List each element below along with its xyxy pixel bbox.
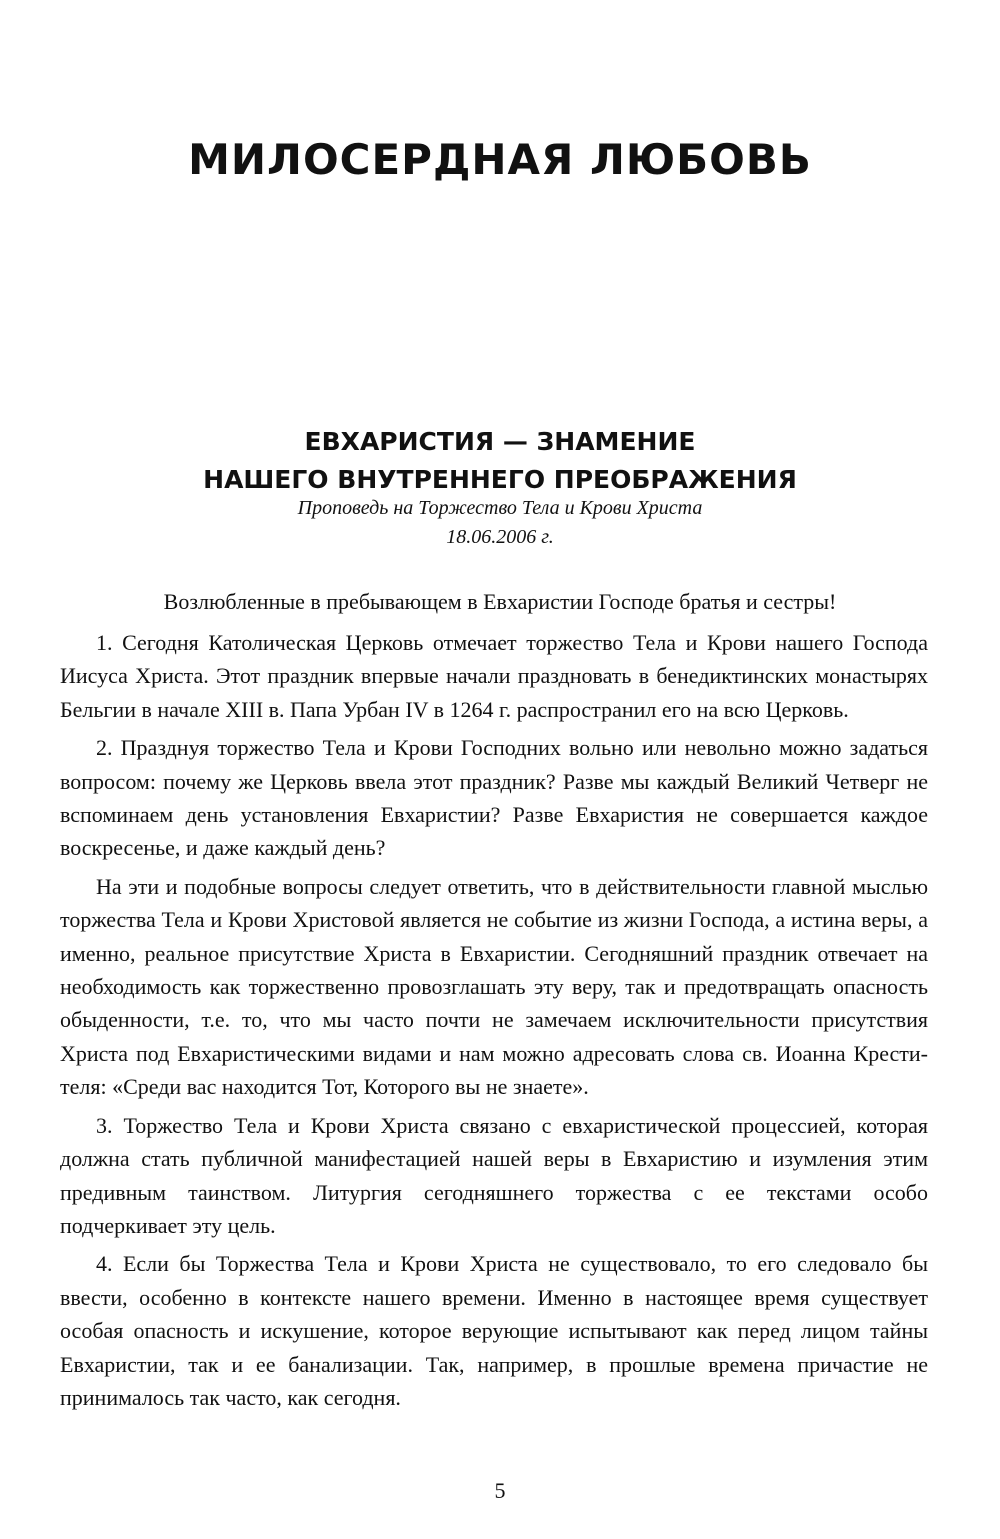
article-title-line-2: НАШЕГО ВНУТРЕННЕГО ПРЕОБРАЖЕНИЯ (203, 465, 797, 494)
paragraph: 1. Сегодня Католическая Церковь отмечает торжество Тела и Крови нашего Господа Иисуса Христа. Этот праздник впервые начали праздновать в бенедиктинских монастырях Бельгии в начале XIII в. Папа Урбан IV в 1264 г. распространил его на всю Церковь. (60, 630, 928, 722)
article-subtitle (0, 494, 1000, 552)
greeting: Возлюбленные в пребывающем в Евхаристии Господе братья и сестры! (163, 589, 837, 614)
paragraph: 3. Торжество Тела и Крови Христа связано с евхаристической процессией, которая должна стать публичной манифестацией нашей веры в Евхаристию и изумления этим предивным таинством. Литургия сегодняшнего торжества с ее текстами особо подчеркивает эту цель. (60, 1112, 928, 1238)
paragraph: 4. Если бы Торжества Тела и Крови Христа не существовало, то его следовало бы ввести, особенно в контексте нашего времени. Именно в настоящее время существует особая опасность и искушение, которое верующие испытывают как перед лицом тайны Евхаристии, так и ее банализации. Так, например, в прошлые времена причастие не принималось так часто, как сегодня. (60, 1251, 928, 1410)
sermon-date: 18.06.2006 г. (446, 526, 554, 548)
paragraph: 2. Празднуя торжество Тела и Крови Господних вольно или невольно можно задаться вопросом: почему же Церковь ввела этот праздник? Разве мы каждый Великий Четверг не вспоминаем день установления Евхаристии? Разве Евхаристия не совершается каждое воскресенье, и даже каждый день? (60, 735, 928, 861)
article-title-line-1: ЕВХАРИСТИЯ — ЗНАМЕНИЕ (304, 427, 696, 456)
paragraph: На эти и подобные вопросы следует ответить, что в действительности главной мыслью торжества Тела и Крови Христовой является не событие из жизни Господа, а истина веры, а именно, реальное присутствие Христа в Евхаристии. Сегодняшний праздник отвечает на необходимость как торжественно провозглашать эту веру, так и предотвращать опасность обыденности, т.е. то, что мы часто почти не замечаем исключительности присутствия Христа под Евхаристическими видами и нам можно адресовать слова св. Иоанна Крестителя: «Среди вас находится Тот, Которого вы не знаете». (60, 873, 928, 1100)
sermon-occasion: Проповедь на Торжество Тела и Крови Христа (297, 497, 703, 519)
part-title: МИЛОСЕРДНАЯ ЛЮБОВЬ (188, 135, 812, 184)
article-title (0, 423, 1000, 499)
body-text (60, 626, 928, 1419)
page-number: 5 (494, 1478, 506, 1503)
